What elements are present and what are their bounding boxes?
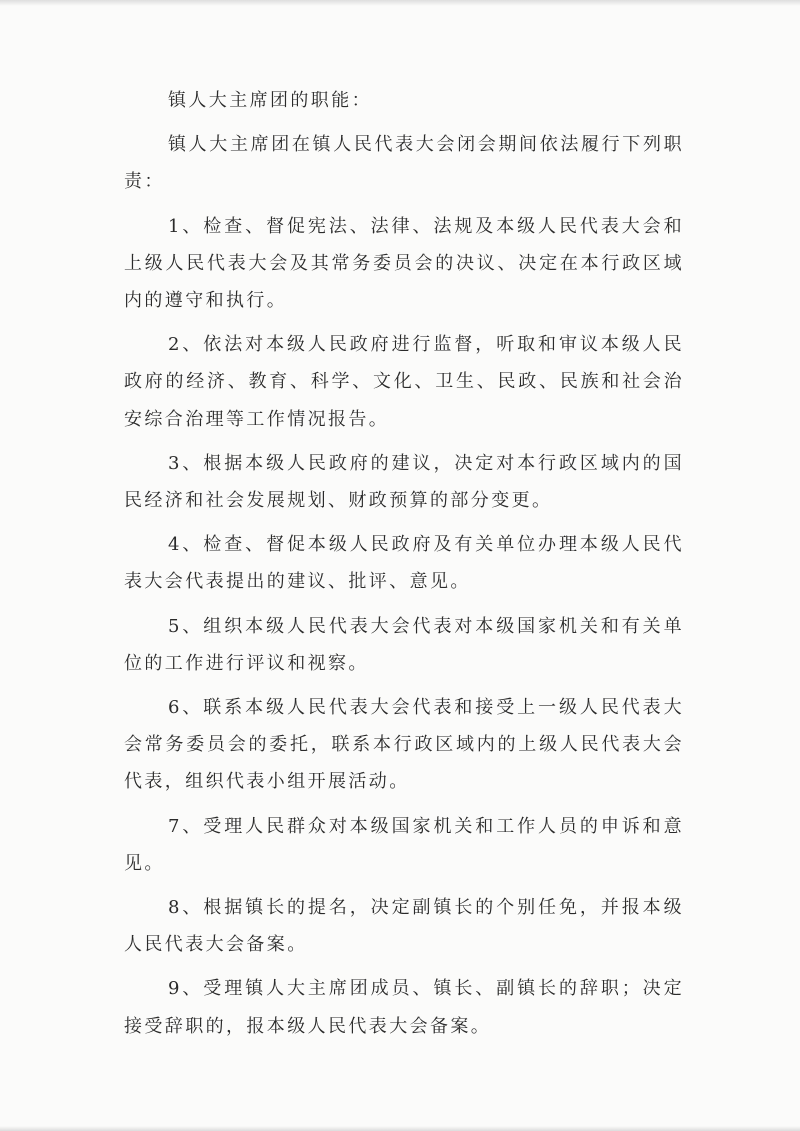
duty-item-6: 6、联系本级人民代表大会代表和接受上一级人民代表大会常务委员会的委托，联系本行政区域内的上级人民代表大会代表，组织代表小组开展活动。 — [124, 697, 684, 793]
duty-item-4: 4、检查、督促本级人民政府及有关单位办理本级人民代表大会代表提出的建议、批评、意见。 — [124, 534, 684, 593]
duty-item-8: 8、根据镇长的提名，决定副镇长的个别任免，并报本级人民代表大会备案。 — [124, 897, 684, 956]
scan-edge-top — [0, 0, 800, 6]
intro-paragraph: 镇人大主席团在镇人民代表大会闭会期间依法履行下列职责： — [124, 134, 684, 193]
duty-item-2: 2、依法对本级人民政府进行监督，听取和审议本级人民政府的经济、教育、科学、文化、卫生、民政、民族和社会治安综合治理等工作情况报告。 — [124, 334, 684, 430]
duty-item-7: 7、受理人民群众对本级国家机关和工作人员的申诉和意见。 — [124, 815, 684, 874]
document-heading: 镇人大主席团的职能： — [168, 90, 372, 111]
document-body — [124, 82, 684, 1045]
scan-edge-bottom — [0, 1126, 800, 1131]
duty-item-1: 1、检查、督促宪法、法律、法规及本级人民代表大会和上级人民代表大会及其常务委员会的决议、决定在本行政区域内的遵守和执行。 — [124, 215, 684, 312]
duty-item-9: 9、受理镇人大主席团成员、镇长、副镇长的辞职；决定接受辞职的，报本级人民代表大会备案。 — [124, 978, 684, 1037]
duty-item-3: 3、根据本级人民政府的建议，决定对本行政区域内的国民经济和社会发展规划、财政预算的部分变更。 — [124, 452, 684, 512]
duty-item-5: 5、组织本级人民代表大会代表对本级国家机关和有关单位的工作进行评议和视察。 — [124, 615, 684, 674]
